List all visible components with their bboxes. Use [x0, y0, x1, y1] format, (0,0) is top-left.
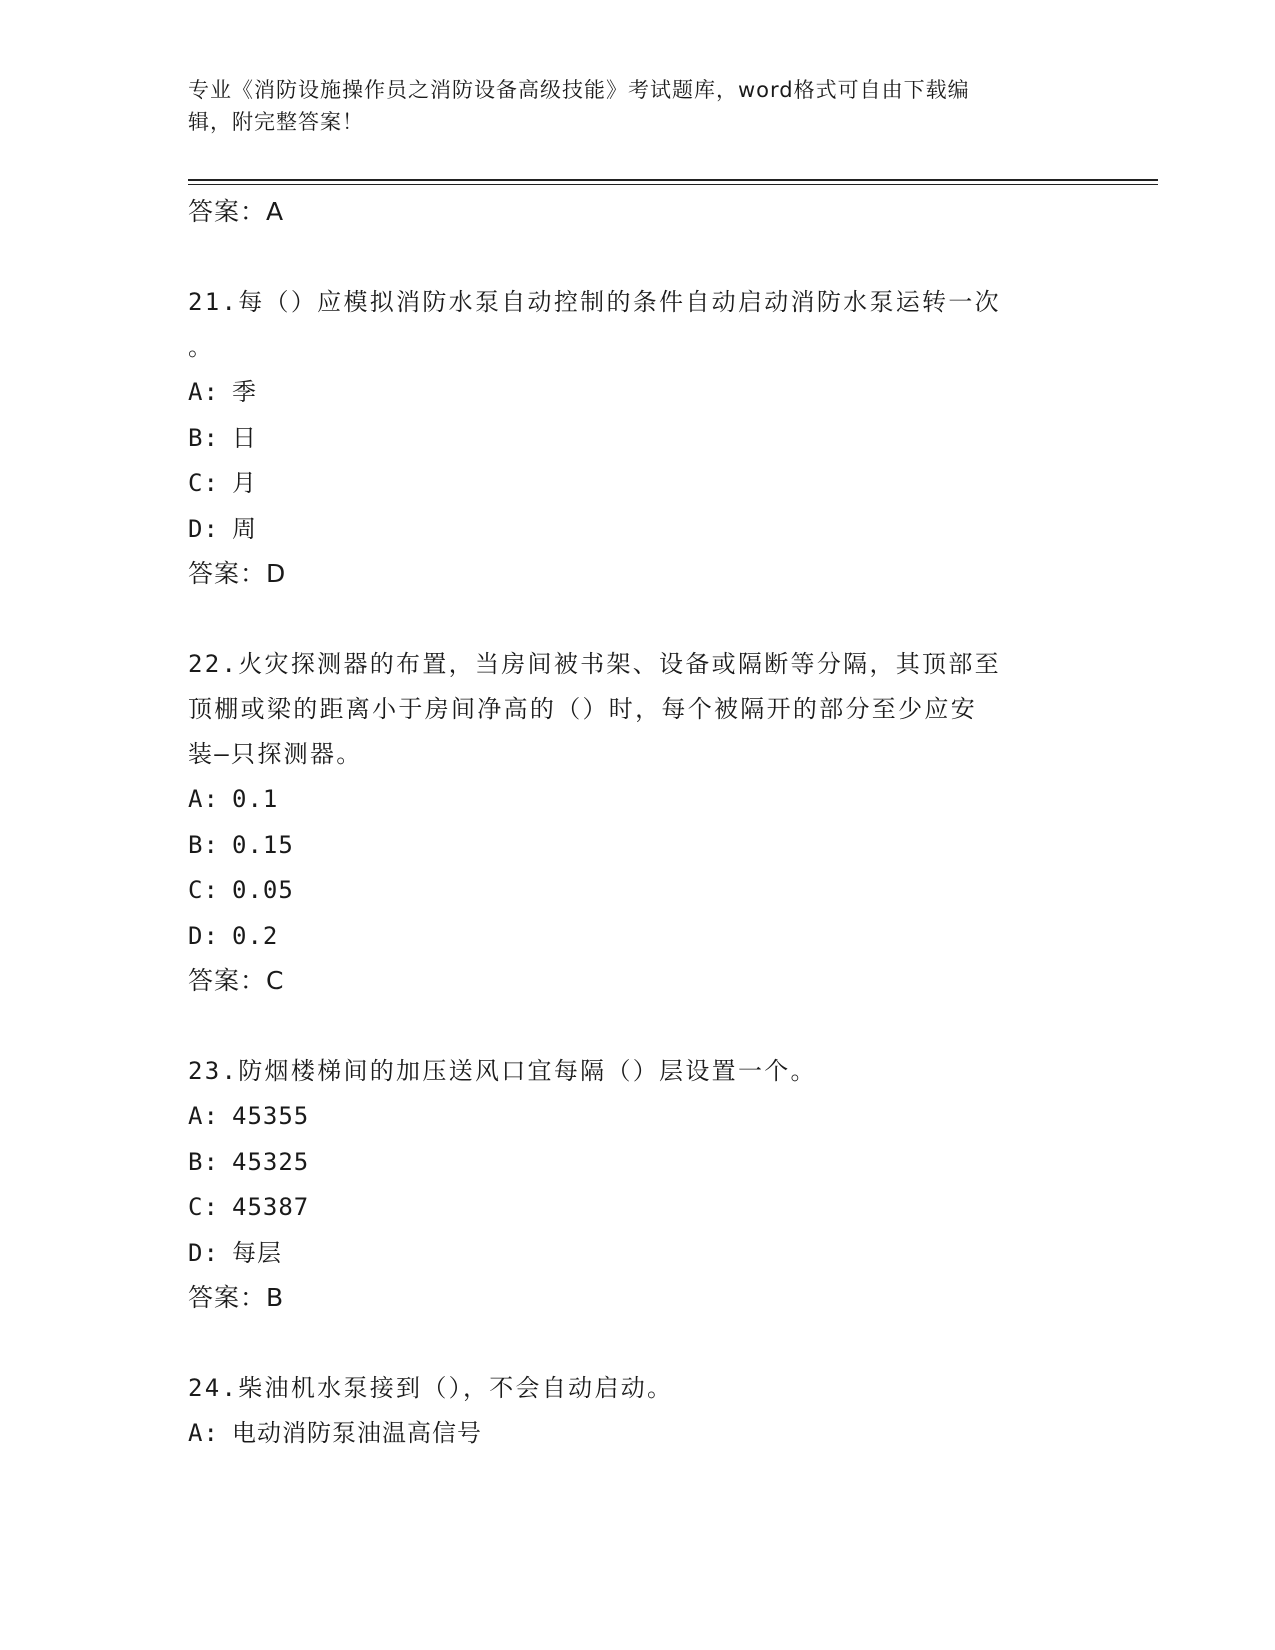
question-23 — [188, 1049, 1088, 1320]
question-line: 22.火灾探测器的布置，当房间被书架、设备或隔断等分隔，其顶部至 — [188, 650, 1001, 678]
option-a: A: 0.1 — [188, 785, 279, 813]
option-b: B: 日 — [188, 423, 257, 452]
question-text — [188, 1049, 1088, 1094]
option-a: A: 季 — [188, 378, 257, 406]
answer: 答案：D — [188, 559, 287, 588]
prev-answer: 答案：A — [188, 197, 285, 226]
question-24 — [188, 1366, 1088, 1457]
option-d: D: 0.2 — [188, 921, 279, 950]
question-text — [188, 642, 1088, 777]
question-text — [188, 280, 1088, 370]
header-rule-thin — [188, 184, 1158, 185]
question-22 — [188, 642, 1088, 1003]
header-rule-thick — [188, 179, 1158, 181]
answer: 答案：C — [188, 966, 285, 995]
question-line: 24.柴油机水泵接到（），不会自动启动。 — [188, 1374, 674, 1402]
question-line: 。 — [188, 333, 215, 361]
question-line: 21.每（）应模拟消防水泵自动控制的条件自动启动消防水泵运转一次 — [188, 288, 1001, 316]
option-c: C: 45387 — [188, 1193, 310, 1221]
option-a: A: 45355 — [188, 1102, 310, 1130]
answer: 答案：B — [188, 1283, 285, 1312]
header-line-2: 辑，附完整答案！ — [188, 110, 364, 134]
option-b: B: 45325 — [188, 1147, 310, 1176]
header-line-1: 专业《消防设施操作员之消防设备高级技能》考试题库，word格式可自由下载编 — [188, 78, 970, 102]
question-line: 顶棚或梁的距离小于房间净高的（）时，每个被隔开的部分至少应安 — [188, 695, 977, 723]
option-b: B: 0.15 — [188, 830, 294, 859]
document-header — [188, 74, 1068, 138]
question-line: 23.防烟楼梯间的加压送风口宜每隔（）层设置一个。 — [188, 1057, 817, 1085]
question-21 — [188, 280, 1088, 596]
option-c: C: 0.05 — [188, 876, 294, 904]
option-d: D: 周 — [188, 514, 257, 543]
option-a: A: 电动消防泵油温高信号 — [188, 1419, 482, 1447]
question-text — [188, 1366, 1088, 1411]
option-d: D: 每层 — [188, 1238, 282, 1267]
question-list — [188, 190, 1088, 1457]
question-line: 装—只探测器。 — [188, 740, 363, 768]
option-c: C: 月 — [188, 469, 257, 497]
